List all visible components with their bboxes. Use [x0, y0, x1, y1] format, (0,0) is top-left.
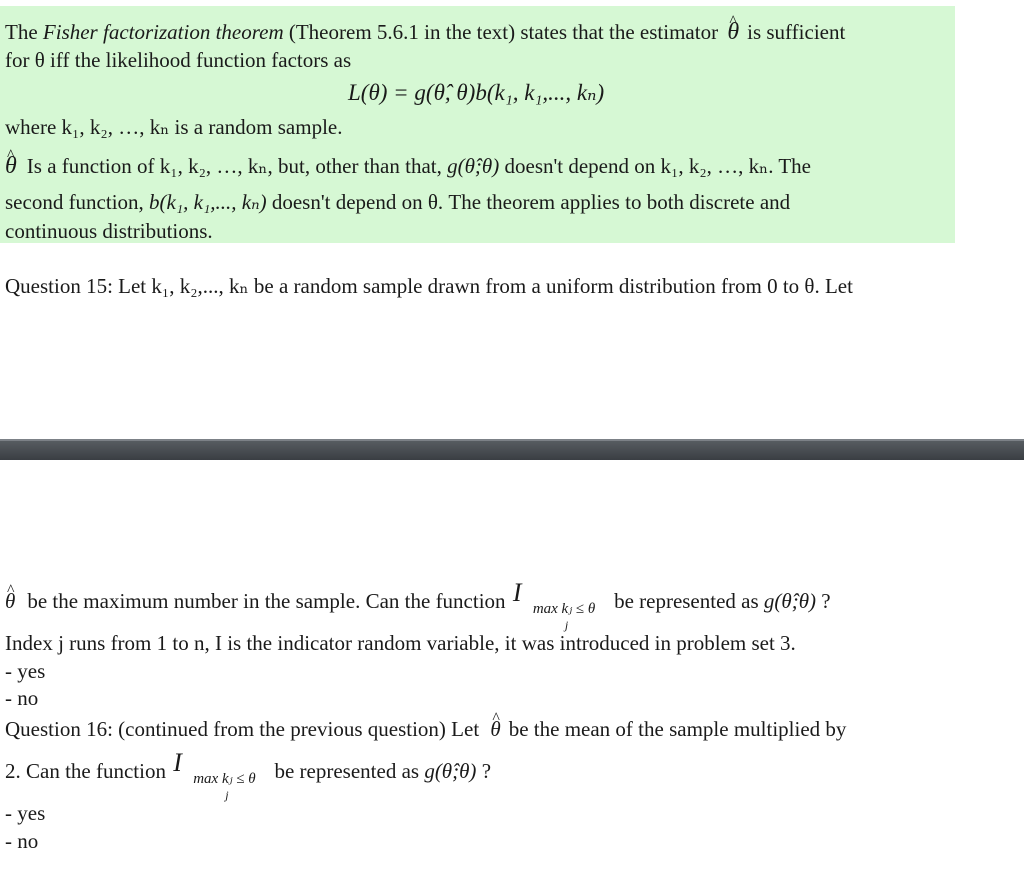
- q16-text: be the mean of the sample multiplied by: [508, 717, 847, 741]
- page-divider: [0, 439, 1024, 460]
- q16-text: be represented as: [274, 759, 420, 783]
- question-mark: ?: [481, 759, 492, 783]
- question-16-line-1: [5, 716, 846, 742]
- indicator-index: j: [225, 788, 229, 803]
- g-function: g(θ̂;θ): [763, 589, 817, 613]
- theorem-text: (Theorem 5.6.1 in the text) states that the estimator: [283, 20, 719, 44]
- question-15-intro: Question 15: Let k₁, k₂,..., kₙ be a random sample drawn from a uniform distribution from 0 to θ. Let: [5, 274, 853, 298]
- theorem-text: is sufficient: [747, 20, 846, 44]
- indicator-symbol: I: [173, 748, 182, 778]
- theta-hat: ^ θ: [5, 153, 17, 179]
- q16-text: 2. Can the function: [5, 759, 166, 783]
- theorem-text: The: [5, 20, 43, 44]
- indicator-function: [171, 748, 269, 803]
- g-function: g(θ̂;θ): [447, 154, 500, 178]
- theorem-line-2: for θ iff the likelihood function factors as: [5, 48, 352, 72]
- theta-hat: ^ θ: [5, 588, 15, 614]
- q15-option-yes[interactable]: - yes: [5, 659, 46, 683]
- theta-hat: ^ θ: [490, 716, 500, 742]
- theorem-name: Fisher factorization theorem: [42, 20, 284, 44]
- question-15-note: Index j runs from 1 to n, I is the indicator random variable, it was introduced in problem set 3.: [5, 631, 796, 655]
- question-15-line-2: [5, 578, 831, 633]
- theorem-text: second function,: [5, 190, 144, 214]
- theorem-text: Is a function of k₁, k₂, …, kₙ, but, other than that,: [26, 154, 442, 178]
- q16-text: Question 16: (continued from the previous question) Let: [5, 717, 480, 741]
- indicator-function: [511, 578, 609, 633]
- factorization-formula: L(θ) = g(θ̂, θ)b(k₁, k₁,..., kₙ): [348, 80, 605, 105]
- theta-hat: ^ θ: [727, 19, 739, 45]
- q16-option-yes[interactable]: - yes: [5, 801, 46, 825]
- theorem-line-6: [5, 189, 790, 215]
- q16-option-no[interactable]: - no: [5, 829, 39, 853]
- indicator-symbol: I: [512, 578, 522, 608]
- question-mark: ?: [821, 589, 831, 613]
- question-16-line-2: [5, 748, 492, 803]
- theorem-line-1: [5, 19, 845, 45]
- theorem-text: doesn't depend on k₁, k₂, …, kₙ. The: [504, 154, 811, 178]
- indicator-index: j: [564, 618, 569, 633]
- indicator-condition: max kⱼ ≤ θ: [532, 601, 596, 618]
- q15-option-no[interactable]: - no: [5, 686, 39, 710]
- theorem-line-5: [5, 153, 811, 179]
- indicator-condition: max kⱼ ≤ θ: [193, 771, 256, 788]
- b-function: b(k₁, k₁,..., kₙ): [149, 190, 267, 214]
- g-function: g(θ̂;θ): [424, 759, 477, 783]
- theorem-line-4: where k₁, k₂, …, kₙ is a random sample.: [5, 115, 343, 139]
- theorem-text: doesn't depend on θ. The theorem applies to both discrete and: [271, 190, 791, 214]
- q15-text: be the maximum number in the sample. Can the function: [27, 589, 506, 613]
- q15-text: be represented as: [614, 589, 759, 613]
- theorem-line-7: continuous distributions.: [5, 219, 213, 243]
